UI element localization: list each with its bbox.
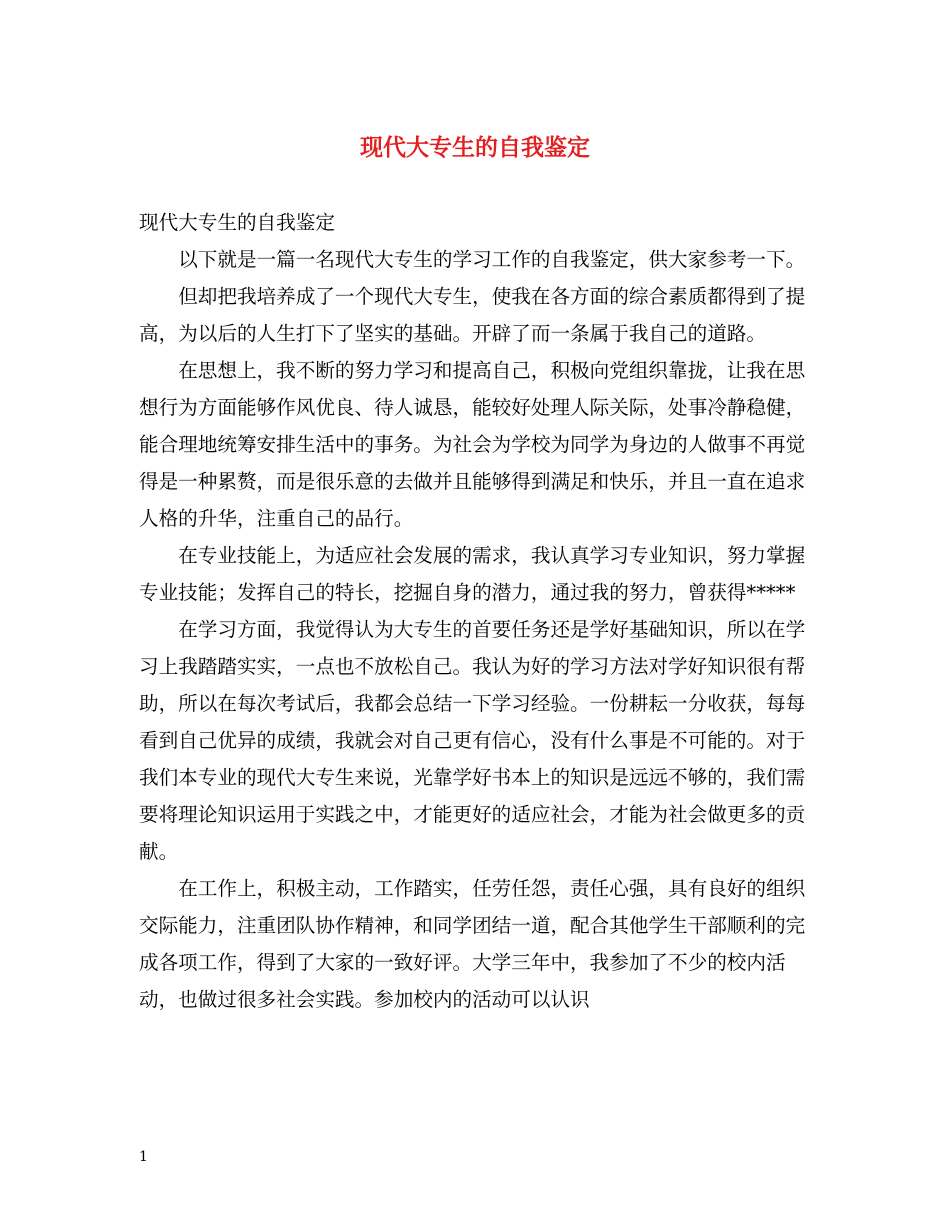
paragraph: 在思想上，我不断的努力学习和提高自己，积极向党组织靠拢，让我在思想行为方面能够作风优良、待人诚恳，能较好处理人际关际，处事冷静稳健，能合理地统筹安排生活中的事务。为社会为学校为同学为身边的人做事不再觉得是一种累赘，而是很乐意的去做并且能够得到满足和快乐，并且一直在追求人格的升华，注重自己的品行。 xyxy=(139,359,806,530)
paragraph: 以下就是一篇一名现代大专生的学习工作的自我鉴定，供大家参考一下。 xyxy=(178,248,806,271)
subtitle-line: 现代大专生的自我鉴定 xyxy=(139,211,335,234)
page-number: 1 xyxy=(139,1149,148,1165)
paragraph: 在专业技能上，为适应社会发展的需求，我认真学习专业知识，努力掌握专业技能；发挥自己的特长，挖掘自身的潜力，通过我的努力，曾获得***** xyxy=(139,544,806,604)
document-body xyxy=(139,204,811,1018)
document-title: 现代大专生的自我鉴定 xyxy=(360,134,590,161)
paragraph: 在学习方面，我觉得认为大专生的首要任务还是学好基础知识，所以在学习上我踏踏实实，一点也不放松自己。我认为好的学习方法对学好知识很有帮助，所以在每次考试后，我都会总结一下学习经验。一份耕耘一分收获，每每看到自己优异的成绩，我就会对自己更有信心，没有什么事是不可能的。对于我们本专业的现代大专生来说，光靠学好书本上的知识是远远不够的，我们需要将理论知识运用于实践之中，才能更好的适应社会，才能为社会做更多的贡献。 xyxy=(139,618,806,863)
paragraph: 在工作上，积极主动，工作踏实，任劳任怨，责任心强，具有良好的组织交际能力，注重团队协作精神，和同学团结一道，配合其他学生干部顺利的完成各项工作，得到了大家的一致好评。大学三年中，我参加了不少的校内活动，也做过很多社会实践。参加校内的活动可以认识 xyxy=(139,877,806,1011)
paragraph: 但却把我培养成了一个现代大专生，使我在各方面的综合素质都得到了提高，为以后的人生打下了坚实的基础。开辟了而一条属于我自己的道路。 xyxy=(139,285,806,345)
